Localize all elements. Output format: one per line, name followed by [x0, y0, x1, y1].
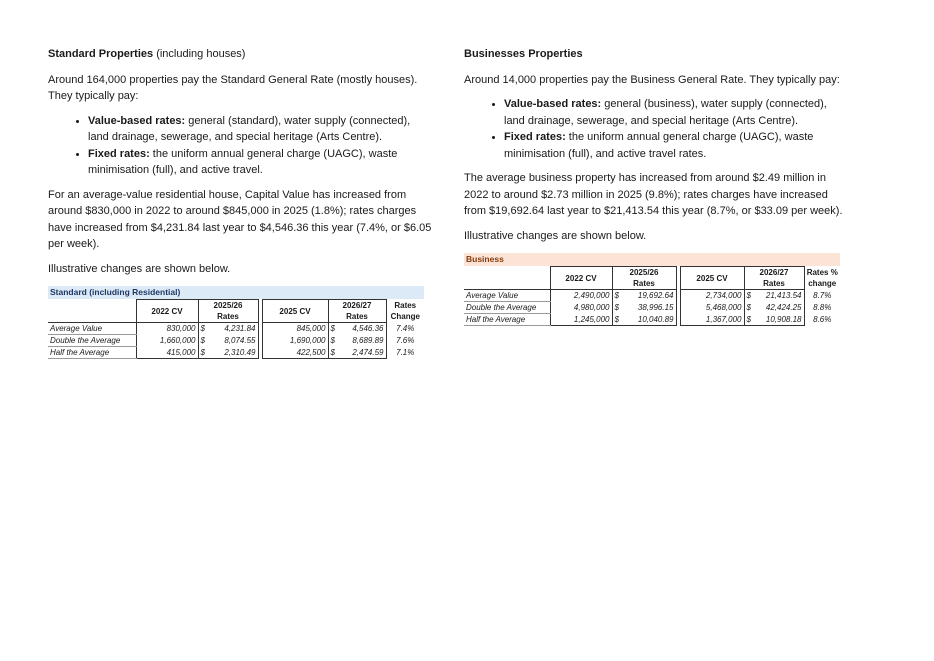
heading-bold: Businesses Properties — [464, 48, 583, 60]
header-change-sub: change — [808, 279, 837, 289]
header-change: Rates — [394, 300, 417, 310]
bullet-term: Fixed rates: — [88, 147, 150, 160]
cell-rates-2627: $ 10,908.18 — [744, 314, 804, 326]
cell-rates-2627: $ 2,474.59 — [328, 347, 386, 359]
heading-bold: Standard Properties — [48, 48, 154, 60]
table-row — [48, 347, 424, 359]
header-2025-cv: 2025 CV — [680, 267, 744, 290]
cell-cv2022: 830,000 — [136, 323, 198, 335]
cell-rates-2526: $ 19,692.64 — [612, 290, 676, 302]
table-row — [464, 290, 840, 302]
cell-cv2022: 4,980,000 — [550, 302, 612, 314]
bullet-fixed — [504, 129, 849, 162]
cell-cv2022: 2,490,000 — [550, 290, 612, 302]
header-blank — [48, 300, 136, 312]
bullet-term: Fixed rates: — [504, 131, 566, 143]
cell-change: 8.7% — [813, 291, 832, 300]
bullet-term: Value-based rates: — [88, 114, 186, 127]
cell-cv2025: 5,468,000 — [680, 302, 744, 314]
section-heading — [48, 46, 433, 63]
header-2627-sub: Rates — [328, 311, 386, 323]
cell-rates-2627: $ 4,546.36 — [328, 323, 386, 335]
table-row — [464, 302, 840, 314]
cell-cv2025: 2,734,000 — [680, 290, 744, 302]
cell-cv2025: 1,367,000 — [680, 314, 744, 326]
business-properties-section — [464, 46, 849, 326]
cell-change: 7.4% — [396, 324, 415, 333]
header-2627-sub: Rates — [744, 278, 804, 290]
illustrative-note: Illustrative changes are shown below. — [464, 229, 647, 242]
bullet-value-based — [88, 113, 433, 146]
cell-change: 8.6% — [813, 315, 832, 324]
cell-change: 8.8% — [813, 303, 832, 312]
bullet-value-based — [504, 96, 849, 129]
cell-cv2022: 1,660,000 — [136, 335, 198, 347]
cell-rates-2526: $ 38,996.15 — [612, 302, 676, 314]
header-2022-cv: 2022 CV — [550, 267, 612, 290]
standard-rates-table — [48, 286, 424, 359]
row-label: Double the Average — [48, 335, 136, 347]
business-rates-table — [464, 253, 840, 326]
standard-properties-section — [48, 46, 433, 359]
row-label: Average Value — [464, 290, 550, 302]
table-header-row — [48, 300, 424, 312]
intro-paragraph: Around 164,000 properties pay the Standard General Rate (mostly houses). They typically pay: — [48, 73, 418, 102]
bullet-text: general (business), water supply (connected), land drainage, sewerage, and special heritage (Arts Centre). — [504, 98, 827, 127]
header-2627: 2026/27 — [328, 300, 386, 312]
header-2526-sub: Rates — [198, 311, 258, 323]
header-2627: 2026/27 — [744, 267, 804, 279]
header-2526: 2025/26 — [612, 267, 676, 279]
header-change: Rates % — [806, 267, 838, 277]
cell-rates-2627: $ 42,424.25 — [744, 302, 804, 314]
table-header-row — [464, 267, 840, 279]
intro-paragraph: Around 14,000 properties pay the Business General Rate. They typically pay: — [464, 73, 840, 86]
cell-rates-2526: $ 2,310.49 — [198, 347, 258, 359]
summary-paragraph: For an average-value residential house, Capital Value has increased from around $830,000 in 2022 to around $845,000 in 2025 (1.8%); rates charges have increased from $4,231.84 last year to $4,546.36 this year (7.4%, or $6.05 per week). — [48, 188, 432, 250]
header-blank — [464, 267, 550, 279]
cell-cv2022: 415,000 — [136, 347, 198, 359]
header-2022-cv: 2022 CV — [136, 300, 198, 323]
row-label: Double the Average — [464, 302, 550, 314]
cell-rates-2627: $ 8,689.89 — [328, 335, 386, 347]
summary-paragraph: The average business property has increased from around $2.49 million in 2022 to around $2.73 million in 2025 (9.8%); rates charges have increased from $19,692.64 last year to $21,413.54 this year (8.7%, or $33.09 per week). — [464, 172, 843, 217]
rates-bullet-list — [48, 113, 433, 179]
cell-cv2025: 1,690,000 — [262, 335, 328, 347]
table-row — [48, 323, 424, 335]
row-label: Average Value — [48, 323, 136, 335]
cell-rates-2526: $ 4,231.84 — [198, 323, 258, 335]
cell-cv2025: 845,000 — [262, 323, 328, 335]
table-row — [464, 314, 840, 326]
table-title: Standard (including Residential) — [48, 286, 424, 299]
bullet-text: the uniform annual general charge (UAGC), waste minimisation (full), and active travel. — [88, 147, 398, 176]
bullet-text: general (standard), water supply (connected), land drainage, sewerage, and special heritage (Arts Centre). — [88, 114, 411, 143]
cell-cv2022: 1,245,000 — [550, 314, 612, 326]
row-label: Half the Average — [464, 314, 550, 326]
bullet-term: Value-based rates: — [504, 98, 602, 110]
table-row — [48, 335, 424, 347]
header-2526-sub: Rates — [612, 278, 676, 290]
header-change-sub: Change — [390, 312, 420, 322]
section-heading — [464, 46, 849, 63]
header-2025-cv: 2025 CV — [262, 300, 328, 323]
header-2526: 2025/26 — [198, 300, 258, 312]
cell-rates-2526: $ 10,040.89 — [612, 314, 676, 326]
bullet-fixed — [88, 146, 433, 179]
illustrative-note: Illustrative changes are shown below. — [48, 262, 231, 275]
cell-cv2025: 422,500 — [262, 347, 328, 359]
cell-change: 7.6% — [396, 336, 415, 345]
table-title: Business — [464, 253, 840, 266]
cell-rates-2526: $ 8,074.55 — [198, 335, 258, 347]
rates-bullet-list — [464, 96, 849, 162]
cell-rates-2627: $ 21,413.54 — [744, 290, 804, 302]
heading-suffix: (including houses) — [153, 48, 246, 60]
cell-change: 7.1% — [396, 348, 415, 357]
row-label: Half the Average — [48, 347, 136, 359]
bullet-text: the uniform annual general charge (UAGC), waste minimisation (full), and active travel rates. — [504, 131, 814, 160]
